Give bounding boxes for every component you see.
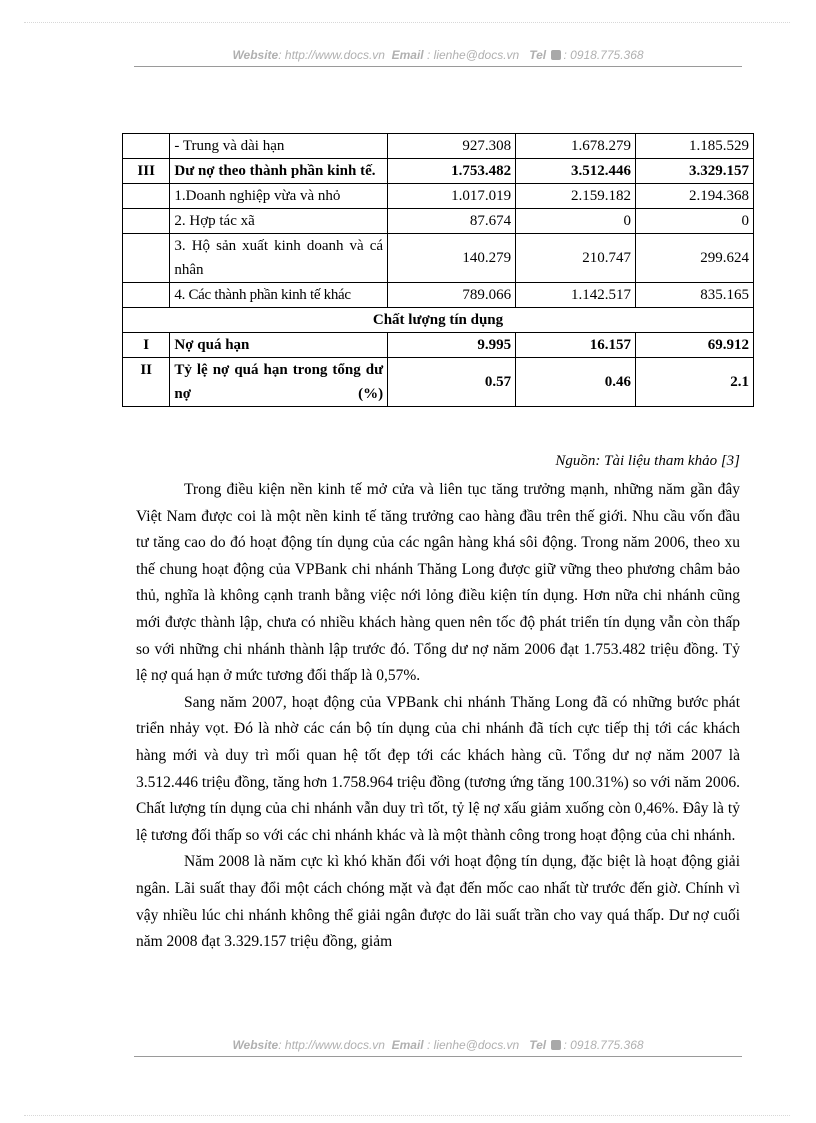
paragraph: Năm 2008 là năm cực kì khó khăn đối với hoạt động tín dụng, đặc biệt là hoạt động giải ngân. Lãi suất thay đổi một cách chóng mặt và đạt đến mốc cao nhất từ trước đến giờ. Chính vì vậy nhiều lúc chi nhánh không thể giải ngân được do lãi suất trần cho vay quá thấp. Dư nợ cuối năm 2008 đạt 3.329.157 triệu đồng, giảm bbox=[136, 853, 740, 951]
row-number bbox=[123, 209, 170, 234]
row-number bbox=[123, 283, 170, 308]
value-2008: 2.1 bbox=[636, 358, 754, 407]
value-2006: 0.57 bbox=[388, 358, 516, 407]
row-item: - Trung và dài hạn bbox=[170, 134, 388, 159]
row-number bbox=[123, 134, 170, 159]
table-row bbox=[123, 209, 754, 234]
header-email-label: Email bbox=[391, 48, 424, 62]
value-2008: 0 bbox=[636, 209, 754, 234]
row-number: III bbox=[123, 159, 170, 184]
value-2008: 835.165 bbox=[636, 283, 754, 308]
value-2006: 1.017.019 bbox=[388, 184, 516, 209]
value-2007: 1.678.279 bbox=[516, 134, 636, 159]
row-item: Tỷ lệ nợ quá hạn trong tổng dư nợ (%) bbox=[170, 358, 388, 407]
footer-website-url[interactable]: : http://www.docs.vn bbox=[278, 1038, 385, 1052]
footer-website-label: Website bbox=[232, 1038, 279, 1052]
value-2007: 210.747 bbox=[516, 234, 636, 283]
value-2007: 1.142.517 bbox=[516, 283, 636, 308]
table-row bbox=[123, 159, 754, 184]
row-number: I bbox=[123, 333, 170, 358]
phone-icon bbox=[551, 50, 561, 60]
section-title: Chất lượng tín dụng bbox=[123, 308, 754, 333]
value-2008: 3.329.157 bbox=[636, 159, 754, 184]
table-row bbox=[123, 184, 754, 209]
value-2008: 69.912 bbox=[636, 333, 754, 358]
header-rule bbox=[134, 66, 742, 67]
table-row bbox=[123, 283, 754, 308]
row-item: 1.Doanh nghiệp vừa và nhỏ bbox=[170, 184, 388, 209]
value-2006: 927.308 bbox=[388, 134, 516, 159]
header-email-value[interactable]: : lienhe@docs.vn bbox=[426, 48, 520, 62]
table-row bbox=[123, 358, 754, 407]
header-website-url[interactable]: : http://www.docs.vn bbox=[278, 48, 385, 62]
value-2006: 789.066 bbox=[388, 283, 516, 308]
row-number bbox=[123, 234, 170, 283]
footer-tel-value: : 0918.775.368 bbox=[563, 1038, 644, 1052]
phone-icon bbox=[551, 1040, 561, 1050]
paragraph: Trong điều kiện nền kinh tế mở cửa và liên tục tăng trưởng mạnh, những năm gần đây Việt Nam được coi là một nền kinh tế tăng trưởng cao hàng đầu trên thế giới. Nhu cầu vốn đầu tư tăng cao do đó hoạt động tín dụng của các ngân hàng khá sôi động. Trong năm 2006, theo xu thế chung hoạt động của VPBank chi nhánh Thăng Long được giữ vững theo phương châm bảo thủ, nghĩa là không cạnh tranh bằng việc nới lỏng điều kiện tín dụng. Hơn nữa chi nhánh cũng mới được thành lập, chưa có nhiều khách hàng quen nên tốc độ phát triển tín dụng vẫn còn thấp so với những chi nhánh thành lập trước đó. Tổng dư nợ năm 2006 đạt 1.753.482 triệu đồng. Tỷ lệ nợ quá hạn ở mức tương đối thấp là 0,57%. bbox=[136, 481, 740, 685]
value-2007: 2.159.182 bbox=[516, 184, 636, 209]
value-2008: 2.194.368 bbox=[636, 184, 754, 209]
footer-email-value[interactable]: : lienhe@docs.vn bbox=[426, 1038, 520, 1052]
row-item: Dư nợ theo thành phần kinh tế. bbox=[170, 159, 388, 184]
value-2006: 1.753.482 bbox=[388, 159, 516, 184]
row-item: 3. Hộ sản xuất kinh doanh và cá nhân bbox=[170, 234, 388, 283]
row-item: 2. Hợp tác xã bbox=[170, 209, 388, 234]
value-2008: 299.624 bbox=[636, 234, 754, 283]
page-header bbox=[134, 48, 742, 62]
value-2006: 9.995 bbox=[388, 333, 516, 358]
row-number bbox=[123, 184, 170, 209]
table-row bbox=[123, 234, 754, 283]
row-number: II bbox=[123, 358, 170, 407]
footer-rule bbox=[134, 1056, 742, 1057]
row-item: 4. Các thành phần kinh tế khác bbox=[170, 283, 388, 308]
page-footer bbox=[134, 1038, 742, 1052]
footer-email-label: Email bbox=[391, 1038, 424, 1052]
footer-tel-label: Tel bbox=[529, 1038, 547, 1052]
header-tel-label: Tel bbox=[529, 48, 547, 62]
value-2007: 16.157 bbox=[516, 333, 636, 358]
table-row bbox=[123, 333, 754, 358]
value-2006: 140.279 bbox=[388, 234, 516, 283]
value-2006: 87.674 bbox=[388, 209, 516, 234]
value-2007: 3.512.446 bbox=[516, 159, 636, 184]
table-section-row bbox=[123, 308, 754, 333]
value-2007: 0 bbox=[516, 209, 636, 234]
body-text bbox=[136, 477, 740, 956]
row-item: Nợ quá hạn bbox=[170, 333, 388, 358]
credit-table bbox=[122, 133, 754, 407]
value-2008: 1.185.529 bbox=[636, 134, 754, 159]
header-tel-value: : 0918.775.368 bbox=[563, 48, 644, 62]
header-website-label: Website bbox=[232, 48, 279, 62]
value-2007: 0.46 bbox=[516, 358, 636, 407]
paragraph: Sang năm 2007, hoạt động của VPBank chi nhánh Thăng Long đã có những bước phát triển nhảy vọt. Đó là nhờ các cán bộ tín dụng của chi nhánh đã tích cực tiếp thị tới các khách hàng mới và duy trì mối quan hệ tốt đẹp tới các khách hàng cũ. Tổng dư nợ năm 2007 là 3.512.446 triệu đồng, tăng hơn 1.758.964 triệu đồng (tương ứng tăng 100.31%) so với năm 2006. Chất lượng tín dụng của chi nhánh vẫn duy trì tốt, tỷ lệ nợ xấu giảm xuống còn 0,46%. Đây là tỷ lệ tương đối thấp so với các chi nhánh khác và là một thành công trong hoạt động của chi nhánh. bbox=[136, 693, 740, 844]
table-row bbox=[123, 134, 754, 159]
table-source: Nguồn: Tài liệu tham khảo [3] bbox=[555, 453, 740, 469]
